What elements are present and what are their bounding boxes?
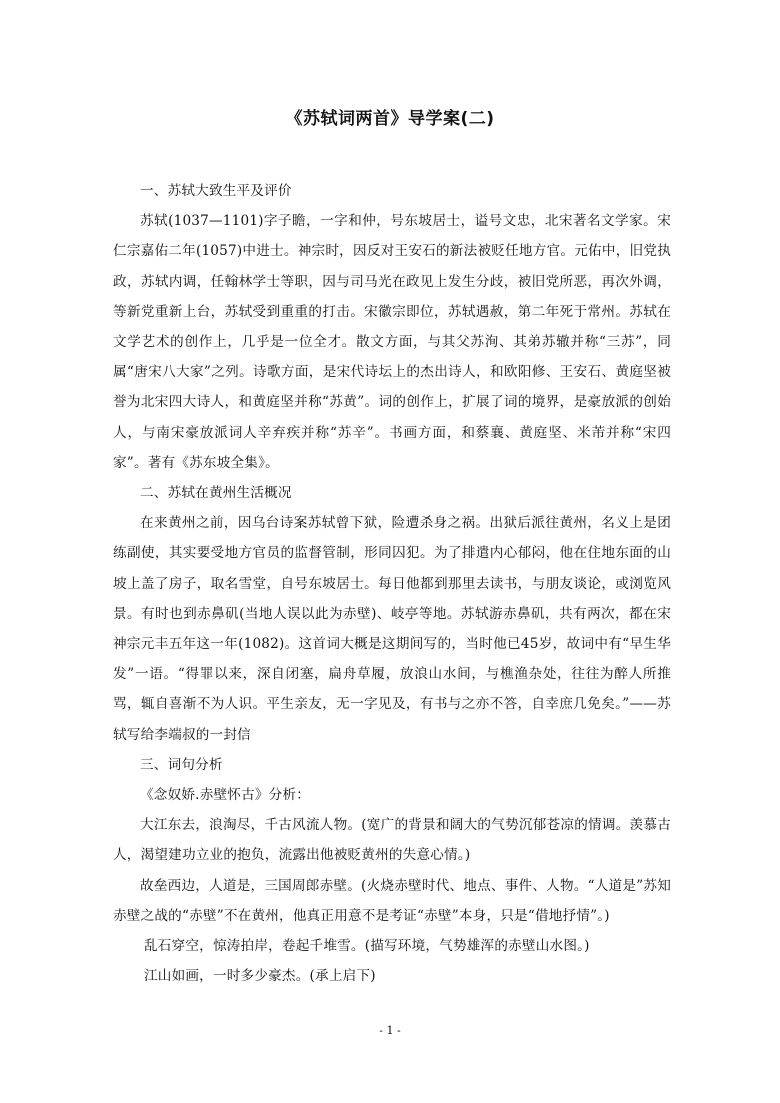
analysis-line-2: 故垒西边，人道是，三国周郎赤壁。(火烧赤壁时代、地点、事件、人物。“人道是”苏知赤壁之战的“赤壁”不在黄州，他真正用意不是考证“赤壁”本身，只是“借地抒情”。) — [113, 877, 671, 924]
analysis-line-3: 乱石穿空，惊涛拍岸，卷起千堆雪。(描写环境，气势雄浑的赤壁山水图。) — [144, 938, 590, 955]
section-heading-biography: 一、苏轼大致生平及评价 — [140, 183, 292, 199]
section-heading-analysis: 三、词句分析 — [140, 756, 223, 773]
document-body — [113, 176, 671, 991]
analysis-line-4: 江山如画，一时多少豪杰。(承上启下) — [144, 968, 376, 985]
analysis-line-1: 大江东去，浪淘尽，千古风流人物。(宽广的背景和阔大的气势沉郁苍凉的情调。羡慕古人，渴望建功立业的抱负，流露出他被贬黄州的失意心情。) — [113, 817, 671, 864]
page-number: - 1 - — [379, 1024, 401, 1037]
paragraph-huangzhou: 在来黄州之前，因乌台诗案苏轼曾下狱，险遭杀身之祸。出狱后派往黄州，名义上是团练副使，其实要受地方官员的监督管制，形同囚犯。为了排遣内心郁闷，他在住地东面的山坡上盖了房子，取名雪堂，自号东坡居士。每日他都到那里去读书，与朋友谈论，或浏览风景。有时也到赤鼻矶(当地人误以此为赤壁)、岐亭等地。苏轼游赤鼻矶，共有两次，都在宋神宗元丰五年这一年(1082)。这首词大概是这期间写的，当时他已45岁，故词中有“早生华发”一语。“得罪以来，深自闭塞，扁舟草履，放浪山水间，与樵渔杂处，往往为醉人所推骂，辄自喜渐不为人识。平生亲友，无一字见及，有书与之亦不答，自幸庶几免矣。”——苏轼写给李端叔的一封信 — [113, 515, 671, 743]
page-title: 《苏轼词两首》导学案(二) — [285, 109, 495, 129]
analysis-subheading: 《念奴娇.赤壁怀古》分析： — [140, 787, 311, 804]
section-heading-huangzhou: 二、苏轼在黄州生活概况 — [140, 485, 292, 502]
paragraph-biography: 苏轼(1037—1101)字子瞻，一字和仲，号东坡居士，谥号文忠，北宋著名文学家。宋仁宗嘉佑二年(1057)中进士。神宗时，因反对王安石的新法被贬任地方官。元佑中，旧党执政，苏轼内调，任翰林学士等职，因与司马光在政见上发生分歧，被旧党所恶，再次外调，等新党重新上台，苏轼受到重重的打击。宋徽宗即位，苏轼遇赦，第二年死于常州。苏轼在文学艺术的创作上，几乎是一位全才。散文方面，与其父苏洵、其弟苏辙并称“三苏”，同属“唐宋八大家”之列。诗歌方面，是宋代诗坛上的杰出诗人，和欧阳修、王安石、黄庭坚被誉为北宋四大诗人，和黄庭坚并称“苏黄”。词的创作上，扩展了词的境界，是豪放派的创始人，与南宋豪放派词人辛弃疾并称“苏辛”。书画方面，和蔡襄、黄庭坚、米芾并称“宋四家”。著有《苏东坡全集》。 — [113, 213, 671, 471]
